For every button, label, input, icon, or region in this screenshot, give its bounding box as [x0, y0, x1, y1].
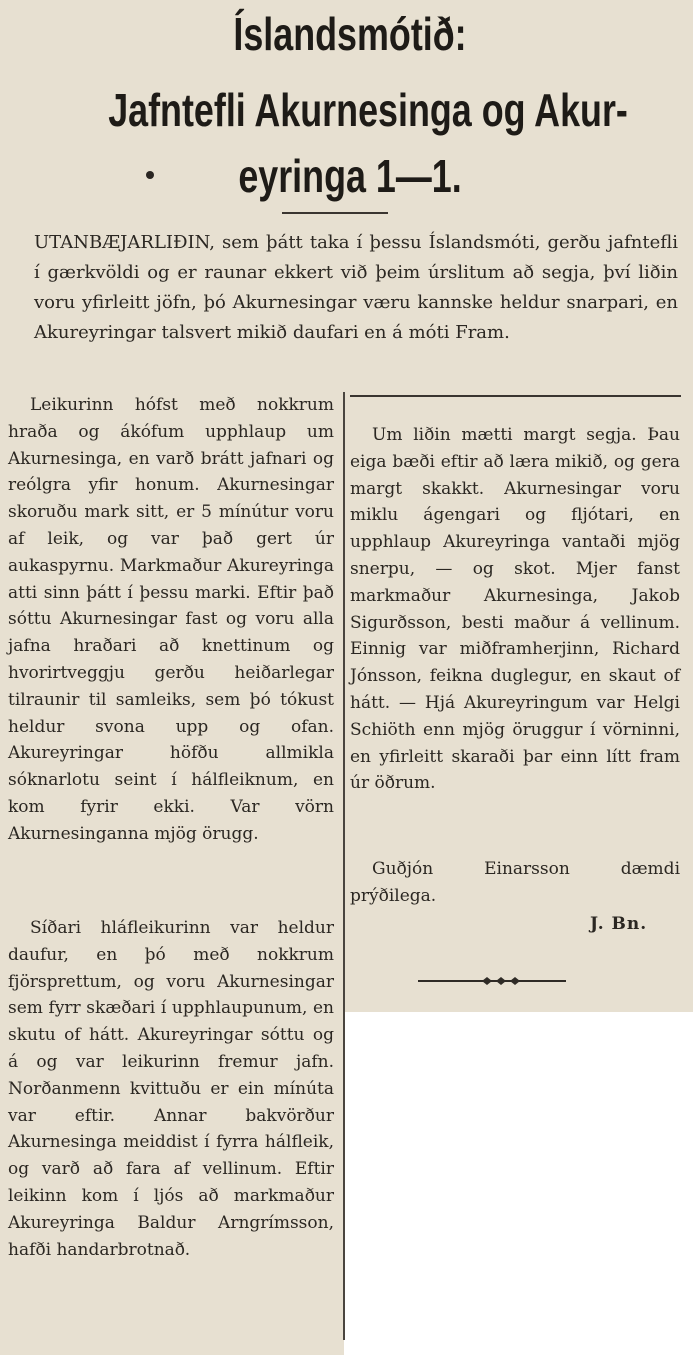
left-column-top: [8, 392, 334, 848]
left-column-bottom: [8, 915, 334, 1263]
right-column-top: [350, 422, 680, 797]
headline-line-2: Jafntefli Akurnesinga og Akur-: [108, 84, 628, 136]
right-column-bottom: [350, 856, 680, 910]
headline-line-1: Íslandsmótið:: [233, 8, 467, 60]
ornament-divider-icon: [418, 975, 566, 987]
headline-rule: [282, 212, 388, 214]
lead-paragraph: UTANBÆJARLIÐIN, sem þátt taka í þessu Íslandsmóti, gerðu jafntefli í gærkvöldi og er raunar ekkert við þeim úrslitum að segja, því liðin voru yfirleitt jöfn, þó Akurnesingar væru kannske heldur snarpari, en Akureyringar talsvert mikið daufari en á móti Fram.: [34, 232, 678, 343]
author-signature: J. Bn.: [590, 914, 648, 934]
right-paragraph-1: Um liðin mætti margt segja. Þau eiga bæði eftir að læra mikið, og gera margt skakkt. Akurnesingar voru miklu ágengari og fljótari, en upphlaup Akureyringa vantaði mjög snerpu, — og skot. Mjer fanst markmaður Akurnesinga, Jakob Sigurðsson, besti maður á vellinum. Einnig var miðframherjinn, Richard Jónsson, feikna duglegur, en skaut of hátt. — Hjá Akureyringum var Helgi Schiöth enn mjög öruggur í vörninni, en yfirleitt skaraði þar einn lítt fram úr öðrum.: [350, 425, 680, 794]
column-divider: [343, 392, 345, 1340]
column-top-rule: [350, 395, 681, 397]
left-paragraph-1: Leikurinn hófst með nokkrum hraða og ákófum upphlaup um Akurnesinga, en varð brátt jafnari og reólgra yfir honum. Akurnesingar skoruðu mark sitt, er 5 mínútur voru af leik, og var það gert úr aukaspyrnu. Markmaður Akureyringa atti sinn þátt í þessu marki. Eftir það sóttu Akurnesingar fast og voru alla jafna hraðari að knettinum og hvorirtveggju gerðu heiðarlegar tilraunir til samleiks, sem þó tókust heldur svona upp og ofan. Akureyringar höfðu allmikla sóknarlotu seint í hálfleiknum, en kom fyrir ekki. Var vörn Akurnesinganna mjög örugg.: [8, 395, 334, 844]
right-paragraph-2: Guðjón Einarsson dæmdi prýðilega.: [350, 859, 680, 906]
left-paragraph-2: Síðari hláfleikurinn var heldur daufur, en þó með nokkrum fjörsprettum, og voru Akurnesingar sem fyrr skæðari í upphlaupunum, en skutu of hátt. Akureyringar sóttu og á og var leikurinn fremur jafn. Norðanmenn kvittuðu er ein mínúta var eftir. Annar bakvörður Akurnesinga meiddist í fyrra hálfleik, og varð að fara af vellinum. Eftir leikinn kom í ljós að markmaður Akureyringa Baldur Arngrímsson, hafði handarbrotnað.: [8, 918, 334, 1260]
headline-line-3: eyringa 1—1.: [238, 150, 462, 202]
